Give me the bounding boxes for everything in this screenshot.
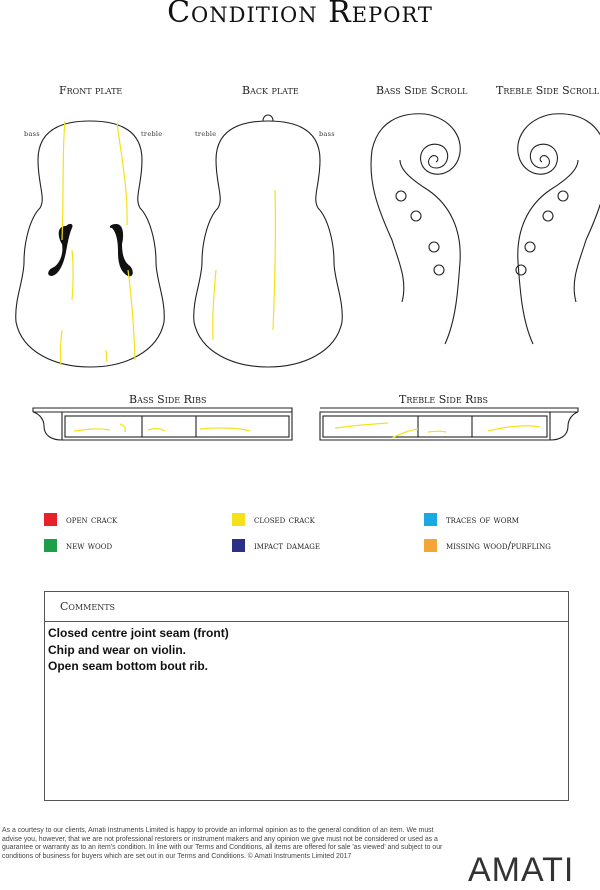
disclaimer-text: As a courtesy to our clients, Amati Instruments Limited is happy to provide an informal opinion as to the general condition of an item. We must advise you, however, that we are not professional restorers or instrument makers and any opinion we give must not be considered or used as a guarantee or warranty as to an item's condition. In line with our Terms and Conditions, all items are offered for sale 'as viewed' and subject to our conditions of business for buyers which are set out in our Terms and Conditions. © Amati Instruments Limited 2017 [2, 827, 443, 860]
back-plate-outline [194, 121, 343, 367]
f-hole-right [110, 224, 133, 276]
legend-label: traces of worm [446, 513, 519, 526]
treble-peg-hole-2 [543, 211, 553, 221]
bass-side-ribs-label: Bass Side Ribs [129, 393, 207, 406]
swatch-traces-of-worm [424, 513, 437, 526]
legend-label: impact damage [254, 539, 321, 552]
amati-logo: AMATI [468, 851, 575, 889]
legend-closed-crack [232, 513, 315, 526]
swatch-new-wood [44, 539, 57, 552]
legend-label: new wood [66, 539, 113, 552]
legend-impact-damage [232, 539, 320, 552]
bass-scroll-spiral [421, 144, 448, 168]
bass-peg-hole-3 [429, 242, 439, 252]
swatch-closed-crack [232, 513, 245, 526]
comment-line: Closed centre joint seam (front) [48, 626, 229, 640]
bass-peg-hole-2 [411, 211, 421, 221]
comment-line: Chip and wear on violin. [48, 642, 187, 657]
comments-box [44, 591, 569, 801]
front-plate-outline [16, 121, 165, 367]
treble-scroll-outline [518, 114, 600, 344]
treble-scroll-spiral [530, 144, 557, 168]
swatch-open-crack [44, 513, 57, 526]
back-treble-label: treble [195, 130, 217, 138]
legend-label: open crack [66, 513, 118, 526]
swatch-missing-wood-purfling [424, 539, 437, 552]
legend-label: closed crack [254, 513, 315, 526]
treble-peg-hole-4 [516, 265, 526, 275]
legend-traces-of-worm [424, 513, 519, 526]
comments-heading: Comments [45, 592, 568, 622]
bass-ribs-outline [33, 408, 292, 440]
legend-open-crack [44, 513, 117, 526]
swatch-impact-damage [232, 539, 245, 552]
bass-peg-hole-4 [434, 265, 444, 275]
front-plate-label: Front plate [59, 84, 123, 97]
comment-line: Open seam bottom bout rib. [48, 659, 209, 673]
treble-ribs-outline [320, 408, 578, 440]
legend-new-wood [44, 539, 112, 552]
bass-ribs-inner [65, 416, 289, 437]
bass-peg-hole-1 [396, 191, 406, 201]
treble-peg-hole-1 [558, 191, 568, 201]
bass-side-scroll-label: Bass Side Scroll [376, 84, 468, 97]
page-title: Condition Report [167, 0, 433, 30]
legend-label: missing wood/purfling [446, 539, 551, 552]
treble-peg-hole-3 [525, 242, 535, 252]
front-treble-label: treble [141, 130, 163, 138]
back-bass-label: bass [319, 130, 335, 138]
back-button [263, 115, 273, 121]
treble-side-ribs-label: Treble Side Ribs [399, 393, 488, 406]
back-plate-label: Back plate [242, 84, 299, 97]
closed-crack-markings [60, 121, 540, 438]
legend-missing-wood-purfling [424, 539, 551, 552]
front-bass-label: bass [24, 130, 40, 138]
comments-content [45, 622, 568, 675]
bass-scroll-outline [371, 114, 460, 344]
treble-side-scroll-label: Treble Side Scroll [496, 84, 600, 97]
f-hole-left [48, 224, 72, 276]
